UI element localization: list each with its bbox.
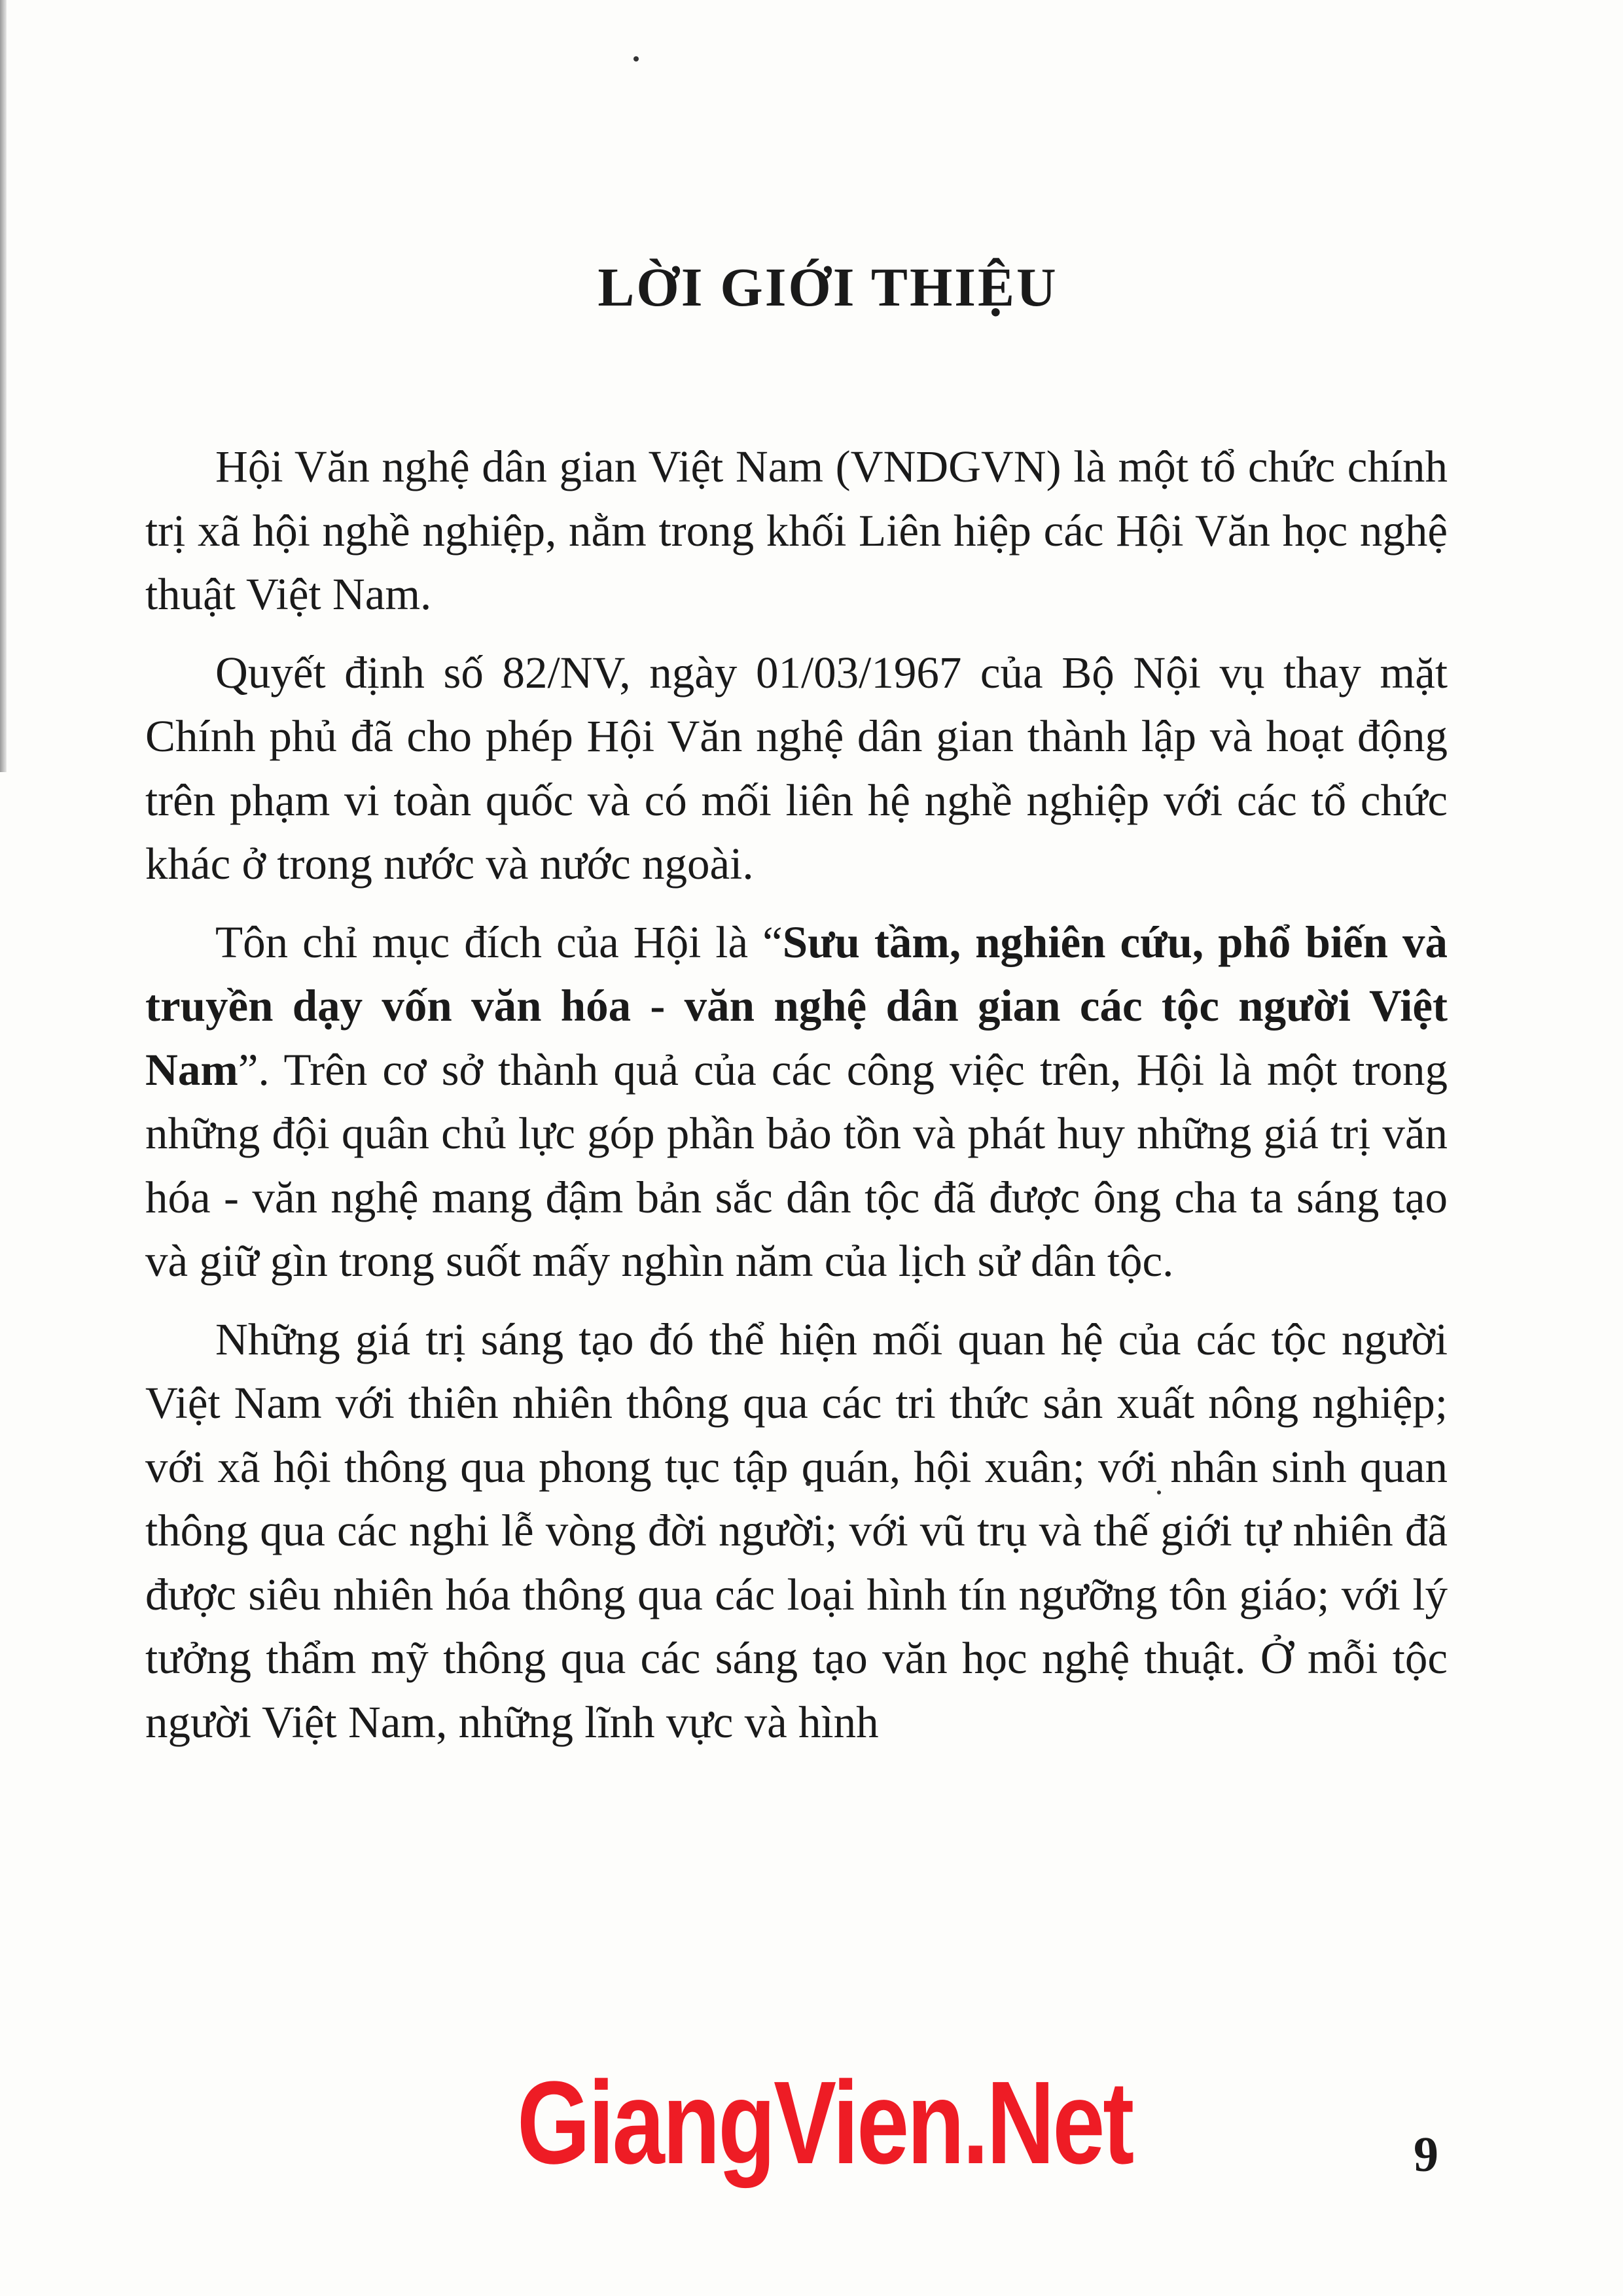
paragraph-2: Quyết định số 82/NV, ngày 01/03/1967 của Bộ Nội vụ thay mặt Chính phủ đã cho phép Hội Văn nghệ dân gian thành lập và hoạt động trên phạm vi toàn quốc và có mối liên hệ nghề nghiệp với các tổ chức khác ở trong nước và nước ngoài. (145, 647, 1448, 889)
page-title: LỜI GIỚI THIỆU (597, 257, 1058, 318)
watermark-logo: GiangVien.Net (517, 2057, 1132, 2189)
paragraph-3-bold-quote: Sưu tầm, nghiên cứu, phổ biến và truyền dạy vốn văn hóa - văn nghệ dân gian các tộc người Việt Nam (145, 917, 1448, 1095)
paragraph-3-intro: Tôn chỉ mục đích của Hội là “ (215, 917, 783, 967)
paragraph-4: Những giá trị sáng tạo đó thể hiện mối quan hệ của các tộc người Việt Nam với thiên nhiên thông qua các tri thức sản xuất nông nghiệp; với xã hội thông qua phong tục tập quán, hội xuân; với nhân sinh quan thông qua các nghi lễ vòng đời người; với vũ trụ và thế giới tự nhiên đã được siêu nhiên hóa thông qua các loại hình tín ngưỡng tôn giáo; với lý tưởng thẩm mỹ thông qua các sáng tạo văn học nghệ thuật. Ở mỗi tộc người Việt Nam, những lĩnh vực và hình (145, 1314, 1448, 1747)
page-number: 9 (1414, 2127, 1438, 2182)
paragraph-1: Hội Văn nghệ dân gian Việt Nam (VNDGVN) là một tổ chức chính trị xã hội nghề nghiệp, nằm trong khối Liên hiệp các Hội Văn học nghệ thuật Việt Nam. (145, 442, 1448, 619)
body-text (145, 435, 1448, 1769)
paragraph-3-rest: ”. Trên cơ sở thành quả của các công việc trên, Hội là một trong những đội quân chủ lực góp phần bảo tồn và phát huy những giá trị văn hóa - văn nghệ mang đậm bản sắc dân tộc đã được ông cha ta sáng tạo và giữ gìn trong suốt mấy nghìn năm của lịch sử dân tộc. (145, 1044, 1448, 1286)
page-edge-shadow (0, 0, 7, 772)
paragraph-3 (145, 911, 1448, 1294)
speck-mark (633, 56, 639, 62)
